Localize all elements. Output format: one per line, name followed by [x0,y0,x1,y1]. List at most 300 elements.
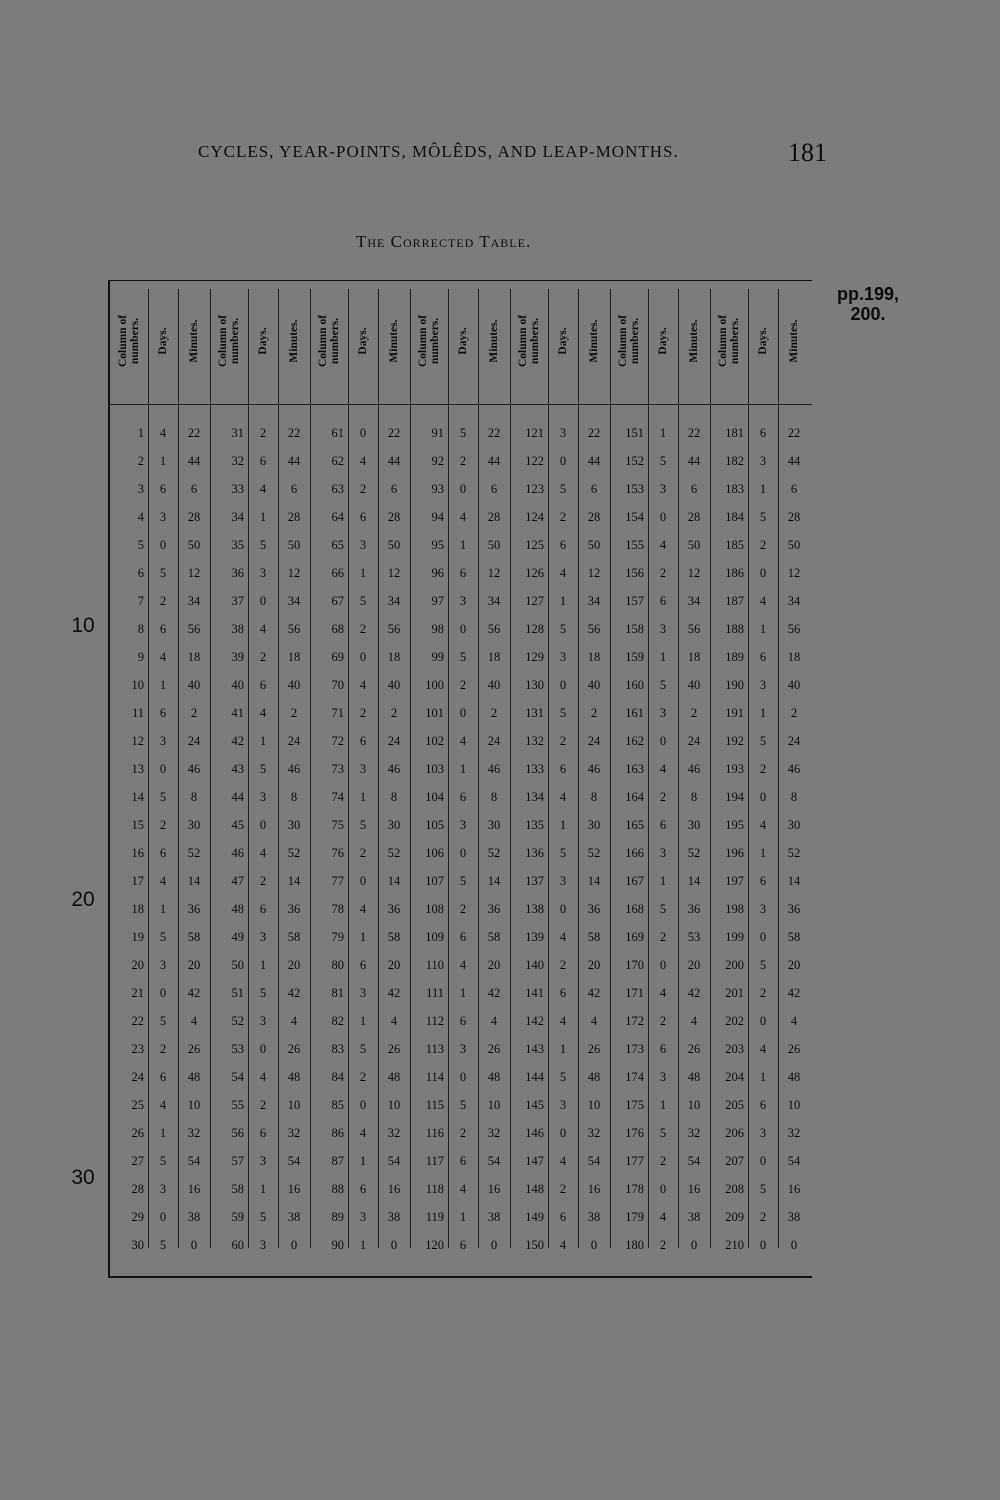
table-cell: 14 [187,874,201,888]
table-cell: 1 [759,706,767,720]
table-cell: 0 [259,594,267,608]
table-cell: 3 [259,566,267,580]
table-cell: 6 [359,958,367,972]
table-cell: 142 [525,1014,544,1028]
table-cell: 4 [490,1014,498,1028]
table-cell: 2 [259,650,267,664]
table-cell: 0 [690,1238,698,1252]
table-cell: 100 [425,678,444,692]
table-cell: 60 [231,1238,244,1252]
table-body [110,419,812,1259]
table-cell: 83 [331,1042,344,1056]
table-cell: 4 [559,1238,567,1252]
table-cell: 2 [590,706,598,720]
column-header-label: Minutes. [588,319,600,363]
table-cell: 8 [790,790,798,804]
table-row [110,727,812,755]
table-cell: 19 [131,930,144,944]
table-cell: 20 [131,958,144,972]
table-cell: 1 [159,678,167,692]
table-cell: 1 [359,930,367,944]
table-cell: 20 [687,958,701,972]
table-cell: 52 [187,846,201,860]
table-cell: 103 [425,762,444,776]
table-cell: 0 [390,1238,398,1252]
table-cell: 4 [159,426,167,440]
table-cell: 167 [625,874,644,888]
table-cell: 204 [725,1070,744,1084]
table-cell: 1 [659,650,667,664]
table-cell: 50 [687,538,701,552]
table-row [110,531,812,559]
table-cell: 2 [459,902,467,916]
table-cell: 112 [425,1014,444,1028]
table-cell: 54 [787,1154,801,1168]
table-cell: 48 [587,1070,601,1084]
table-cell: 0 [459,1070,467,1084]
table-row [110,755,812,783]
table-cell: 199 [725,930,744,944]
table-cell: 12 [587,566,601,580]
table-cell: 1 [159,1126,167,1140]
table-cell: 102 [425,734,444,748]
table-cell: 7 [137,594,144,608]
table-cell: 186 [725,566,744,580]
table-cell: 159 [625,650,644,664]
table-cell: 201 [725,986,744,1000]
table-cell: 90 [331,1238,344,1252]
table-cell: 2 [659,1238,667,1252]
table-cell: 14 [687,874,701,888]
table-cell: 26 [187,1042,201,1056]
table-cell: 4 [559,566,567,580]
table-cell: 16 [131,846,144,860]
column-rule [648,289,649,1248]
table-cell: 14 [387,874,401,888]
table-cell: 55 [231,1098,244,1112]
table-cell: 98 [431,622,444,636]
table-cell: 124 [525,510,544,524]
table-cell: 9 [137,650,144,664]
column-rule [578,289,579,1248]
table-cell: 6 [259,678,267,692]
table-cell: 26 [587,1042,601,1056]
table-cell: 4 [259,482,267,496]
table-cell: 10 [687,1098,701,1112]
table-cell: 52 [687,846,701,860]
table-cell: 0 [559,678,567,692]
column-header [110,281,148,401]
table-row [110,1231,812,1259]
table-cell: 1 [259,510,267,524]
table-cell: 16 [387,1182,401,1196]
table-cell: 44 [231,790,244,804]
table-cell: 22 [131,1014,144,1028]
table-cell: 2 [659,790,667,804]
table-cell: 24 [387,734,401,748]
table-cell: 141 [525,986,544,1000]
table-cell: 0 [359,650,367,664]
table-cell: 26 [787,1042,801,1056]
table-cell: 2 [659,1014,667,1028]
table-cell: 10 [187,1098,201,1112]
table-cell: 99 [431,650,444,664]
header-rule [110,404,812,405]
table-cell: 6 [259,454,267,468]
table-cell: 12 [287,566,301,580]
table-cell: 42 [687,986,701,1000]
table-cell: 0 [590,1238,598,1252]
table-cell: 8 [137,622,144,636]
table-cell: 107 [425,874,444,888]
table-cell: 0 [290,1238,298,1252]
table-cell: 56 [687,622,701,636]
table-cell: 38 [231,622,244,636]
table-cell: 30 [787,818,801,832]
table-cell: 3 [359,538,367,552]
table-cell: 38 [787,1210,801,1224]
table-cell: 1 [459,1210,467,1224]
table-cell: 114 [425,1070,444,1084]
table-cell: 0 [459,482,467,496]
table-cell: 135 [525,818,544,832]
table-cell: 152 [625,454,644,468]
table-cell: 30 [487,818,501,832]
table-row [110,1091,812,1119]
column-header [410,281,448,401]
table-cell: 41 [231,706,244,720]
table-cell: 4 [259,706,267,720]
table-cell: 6 [359,510,367,524]
table-cell: 56 [387,622,401,636]
table-cell: 14 [587,874,601,888]
table-cell: 53 [231,1042,244,1056]
table-cell: 8 [490,790,498,804]
column-header [248,281,278,401]
table-cell: 49 [231,930,244,944]
table-cell: 2 [559,1182,567,1196]
table-cell: 12 [687,566,701,580]
table-cell: 1 [359,1154,367,1168]
table-cell: 42 [287,986,301,1000]
table-cell: 4 [459,958,467,972]
table-cell: 1 [159,902,167,916]
table-cell: 22 [187,426,201,440]
table-cell: 2 [390,706,398,720]
table-cell: 66 [331,566,344,580]
table-row [110,1035,812,1063]
table-cell: 62 [331,454,344,468]
table-cell: 144 [525,1070,544,1084]
table-cell: 56 [487,622,501,636]
table-cell: 53 [687,930,701,944]
table-cell: 6 [290,482,298,496]
table-cell: 30 [187,818,201,832]
table-cell: 76 [331,846,344,860]
table-cell: 4 [590,1014,598,1028]
table-cell: 147 [525,1154,544,1168]
table-cell: 10 [131,678,144,692]
table-cell: 8 [290,790,298,804]
column-header-label: Minutes. [288,319,300,363]
table-cell: 93 [431,482,444,496]
table-cell: 5 [259,762,267,776]
table-cell: 85 [331,1098,344,1112]
table-cell: 8 [390,790,398,804]
table-cell: 0 [359,874,367,888]
table-cell: 2 [759,762,767,776]
table-cell: 131 [525,706,544,720]
table-cell: 4 [659,1210,667,1224]
table-row [110,699,812,727]
table-cell: 3 [659,846,667,860]
table-cell: 50 [487,538,501,552]
table-cell: 0 [159,986,167,1000]
table-cell: 3 [159,958,167,972]
table-cell: 6 [759,650,767,664]
table-cell: 12 [787,566,801,580]
table-cell: 42 [487,986,501,1000]
table-cell: 58 [587,930,601,944]
table-cell: 185 [725,538,744,552]
table-row [110,923,812,951]
table-cell: 4 [259,622,267,636]
table-cell: 44 [587,454,601,468]
column-rule [748,289,749,1248]
table-cell: 10 [387,1098,401,1112]
table-cell: 6 [159,846,167,860]
table-cell: 52 [487,846,501,860]
table-row [110,979,812,1007]
table-cell: 189 [725,650,744,664]
table-cell: 34 [687,594,701,608]
table-cell: 48 [287,1070,301,1084]
table-cell: 18 [287,650,301,664]
table-cell: 74 [331,790,344,804]
column-rule [448,289,449,1248]
table-cell: 16 [187,1182,201,1196]
table-cell: 208 [725,1182,744,1196]
column-header-label: Days. [757,327,769,355]
table-cell: 5 [759,510,767,524]
table-cell: 188 [725,622,744,636]
table-cell: 58 [187,930,201,944]
table-cell: 42 [387,986,401,1000]
table-cell: 44 [487,454,501,468]
table-cell: 42 [587,986,601,1000]
table-cell: 2 [259,874,267,888]
margin-note: pp.199, 200. [836,284,900,324]
table-cell: 29 [131,1210,144,1224]
table-cell: 6 [759,874,767,888]
table-cell: 171 [625,986,644,1000]
table-cell: 155 [625,538,644,552]
table-cell: 24 [587,734,601,748]
table-cell: 5 [559,1070,567,1084]
table-row [110,1203,812,1231]
table-cell: 6 [659,818,667,832]
table-cell: 3 [359,986,367,1000]
table-cell: 4 [159,1098,167,1112]
table-cell: 6 [159,706,167,720]
table-cell: 6 [359,734,367,748]
table-cell: 2 [559,734,567,748]
table-cell: 5 [659,454,667,468]
table-cell: 0 [359,1098,367,1112]
table-cell: 3 [259,790,267,804]
column-header [748,281,778,401]
table-cell: 54 [187,1154,201,1168]
table-cell: 28 [387,510,401,524]
table-cell: 148 [525,1182,544,1196]
table-cell: 65 [331,538,344,552]
table-cell: 2 [790,706,798,720]
table-cell: 151 [625,426,644,440]
table-cell: 4 [390,1014,398,1028]
table-cell: 4 [759,1042,767,1056]
table-cell: 16 [687,1182,701,1196]
table-cell: 1 [459,538,467,552]
table-cell: 4 [359,1126,367,1140]
table-cell: 1 [759,622,767,636]
table-cell: 16 [287,1182,301,1196]
table-cell: 24 [187,734,201,748]
table-cell: 194 [725,790,744,804]
table-cell: 196 [725,846,744,860]
column-header-label: Days. [257,327,269,355]
table-cell: 198 [725,902,744,916]
table-cell: 4 [459,1182,467,1196]
table-cell: 5 [659,1126,667,1140]
table-cell: 6 [159,622,167,636]
column-header [778,281,810,401]
column-header-label: Minutes. [488,319,500,363]
table-cell: 18 [187,650,201,664]
table-cell: 6 [359,1182,367,1196]
table-cell: 48 [687,1070,701,1084]
table-cell: 18 [131,902,144,916]
table-row [110,1063,812,1091]
table-cell: 26 [487,1042,501,1056]
column-header-label: Minutes. [788,319,800,363]
table-cell: 6 [390,482,398,496]
table-cell: 4 [659,762,667,776]
column-rule [148,289,149,1248]
table-cell: 5 [459,1098,467,1112]
table-cell: 40 [587,678,601,692]
table-cell: 101 [425,706,444,720]
table-cell: 5 [159,1238,167,1252]
table-cell: 110 [425,958,444,972]
table-cell: 109 [425,930,444,944]
table-cell: 166 [625,846,644,860]
table-cell: 1 [159,454,167,468]
table-cell: 48 [387,1070,401,1084]
table-cell: 8 [690,790,698,804]
table-cell: 129 [525,650,544,664]
table-cell: 5 [159,566,167,580]
table-cell: 11 [131,706,144,720]
table-cell: 71 [331,706,344,720]
table-cell: 32 [587,1126,601,1140]
table-cell: 24 [787,734,801,748]
table-cell: 1 [659,1098,667,1112]
table-cell: 0 [459,706,467,720]
table-cell: 12 [187,566,201,580]
column-header-label: Minutes. [188,319,200,363]
table-cell: 2 [759,538,767,552]
table-cell: 14 [487,874,501,888]
line-number-30: 30 [71,1166,95,1189]
table-cell: 26 [287,1042,301,1056]
table-cell: 32 [287,1126,301,1140]
table-cell: 6 [759,1098,767,1112]
table-cell: 1 [759,1070,767,1084]
table-cell: 207 [725,1154,744,1168]
table-cell: 21 [131,986,144,1000]
column-header-label: Column of numbers. [317,314,341,368]
table-cell: 0 [659,958,667,972]
column-rule [548,289,549,1248]
table-cell: 127 [525,594,544,608]
table-cell: 209 [725,1210,744,1224]
line-number-20: 20 [71,888,95,911]
table-cell: 46 [287,762,301,776]
table-cell: 24 [487,734,501,748]
table-cell: 80 [331,958,344,972]
column-header [710,281,748,401]
table-cell: 2 [159,818,167,832]
table-cell: 106 [425,846,444,860]
table-cell: 34 [187,594,201,608]
table-cell: 12 [131,734,144,748]
table-cell: 46 [787,762,801,776]
table-cell: 8 [590,790,598,804]
table-cell: 195 [725,818,744,832]
table-cell: 4 [159,650,167,664]
table-cell: 20 [787,958,801,972]
table-cell: 28 [187,510,201,524]
table-cell: 25 [131,1098,144,1112]
table-cell: 40 [487,678,501,692]
table-cell: 44 [687,454,701,468]
column-header [448,281,478,401]
table-cell: 179 [625,1210,644,1224]
table-cell: 3 [259,930,267,944]
table-cell: 0 [459,846,467,860]
table-cell: 2 [159,594,167,608]
table-cell: 4 [259,846,267,860]
table-cell: 34 [487,594,501,608]
table-cell: 161 [625,706,644,720]
table-cell: 54 [231,1070,244,1084]
table-cell: 5 [559,706,567,720]
table-cell: 2 [459,1126,467,1140]
table-cell: 86 [331,1126,344,1140]
table-cell: 6 [259,902,267,916]
table-row [110,1175,812,1203]
table-cell: 69 [331,650,344,664]
column-rule [378,289,379,1248]
table-cell: 46 [231,846,244,860]
table-cell: 4 [190,1014,198,1028]
table-cell: 56 [187,622,201,636]
table-cell: 10 [287,1098,301,1112]
table-cell: 22 [587,426,601,440]
table-cell: 46 [687,762,701,776]
table-cell: 3 [659,1070,667,1084]
table-cell: 54 [487,1154,501,1168]
